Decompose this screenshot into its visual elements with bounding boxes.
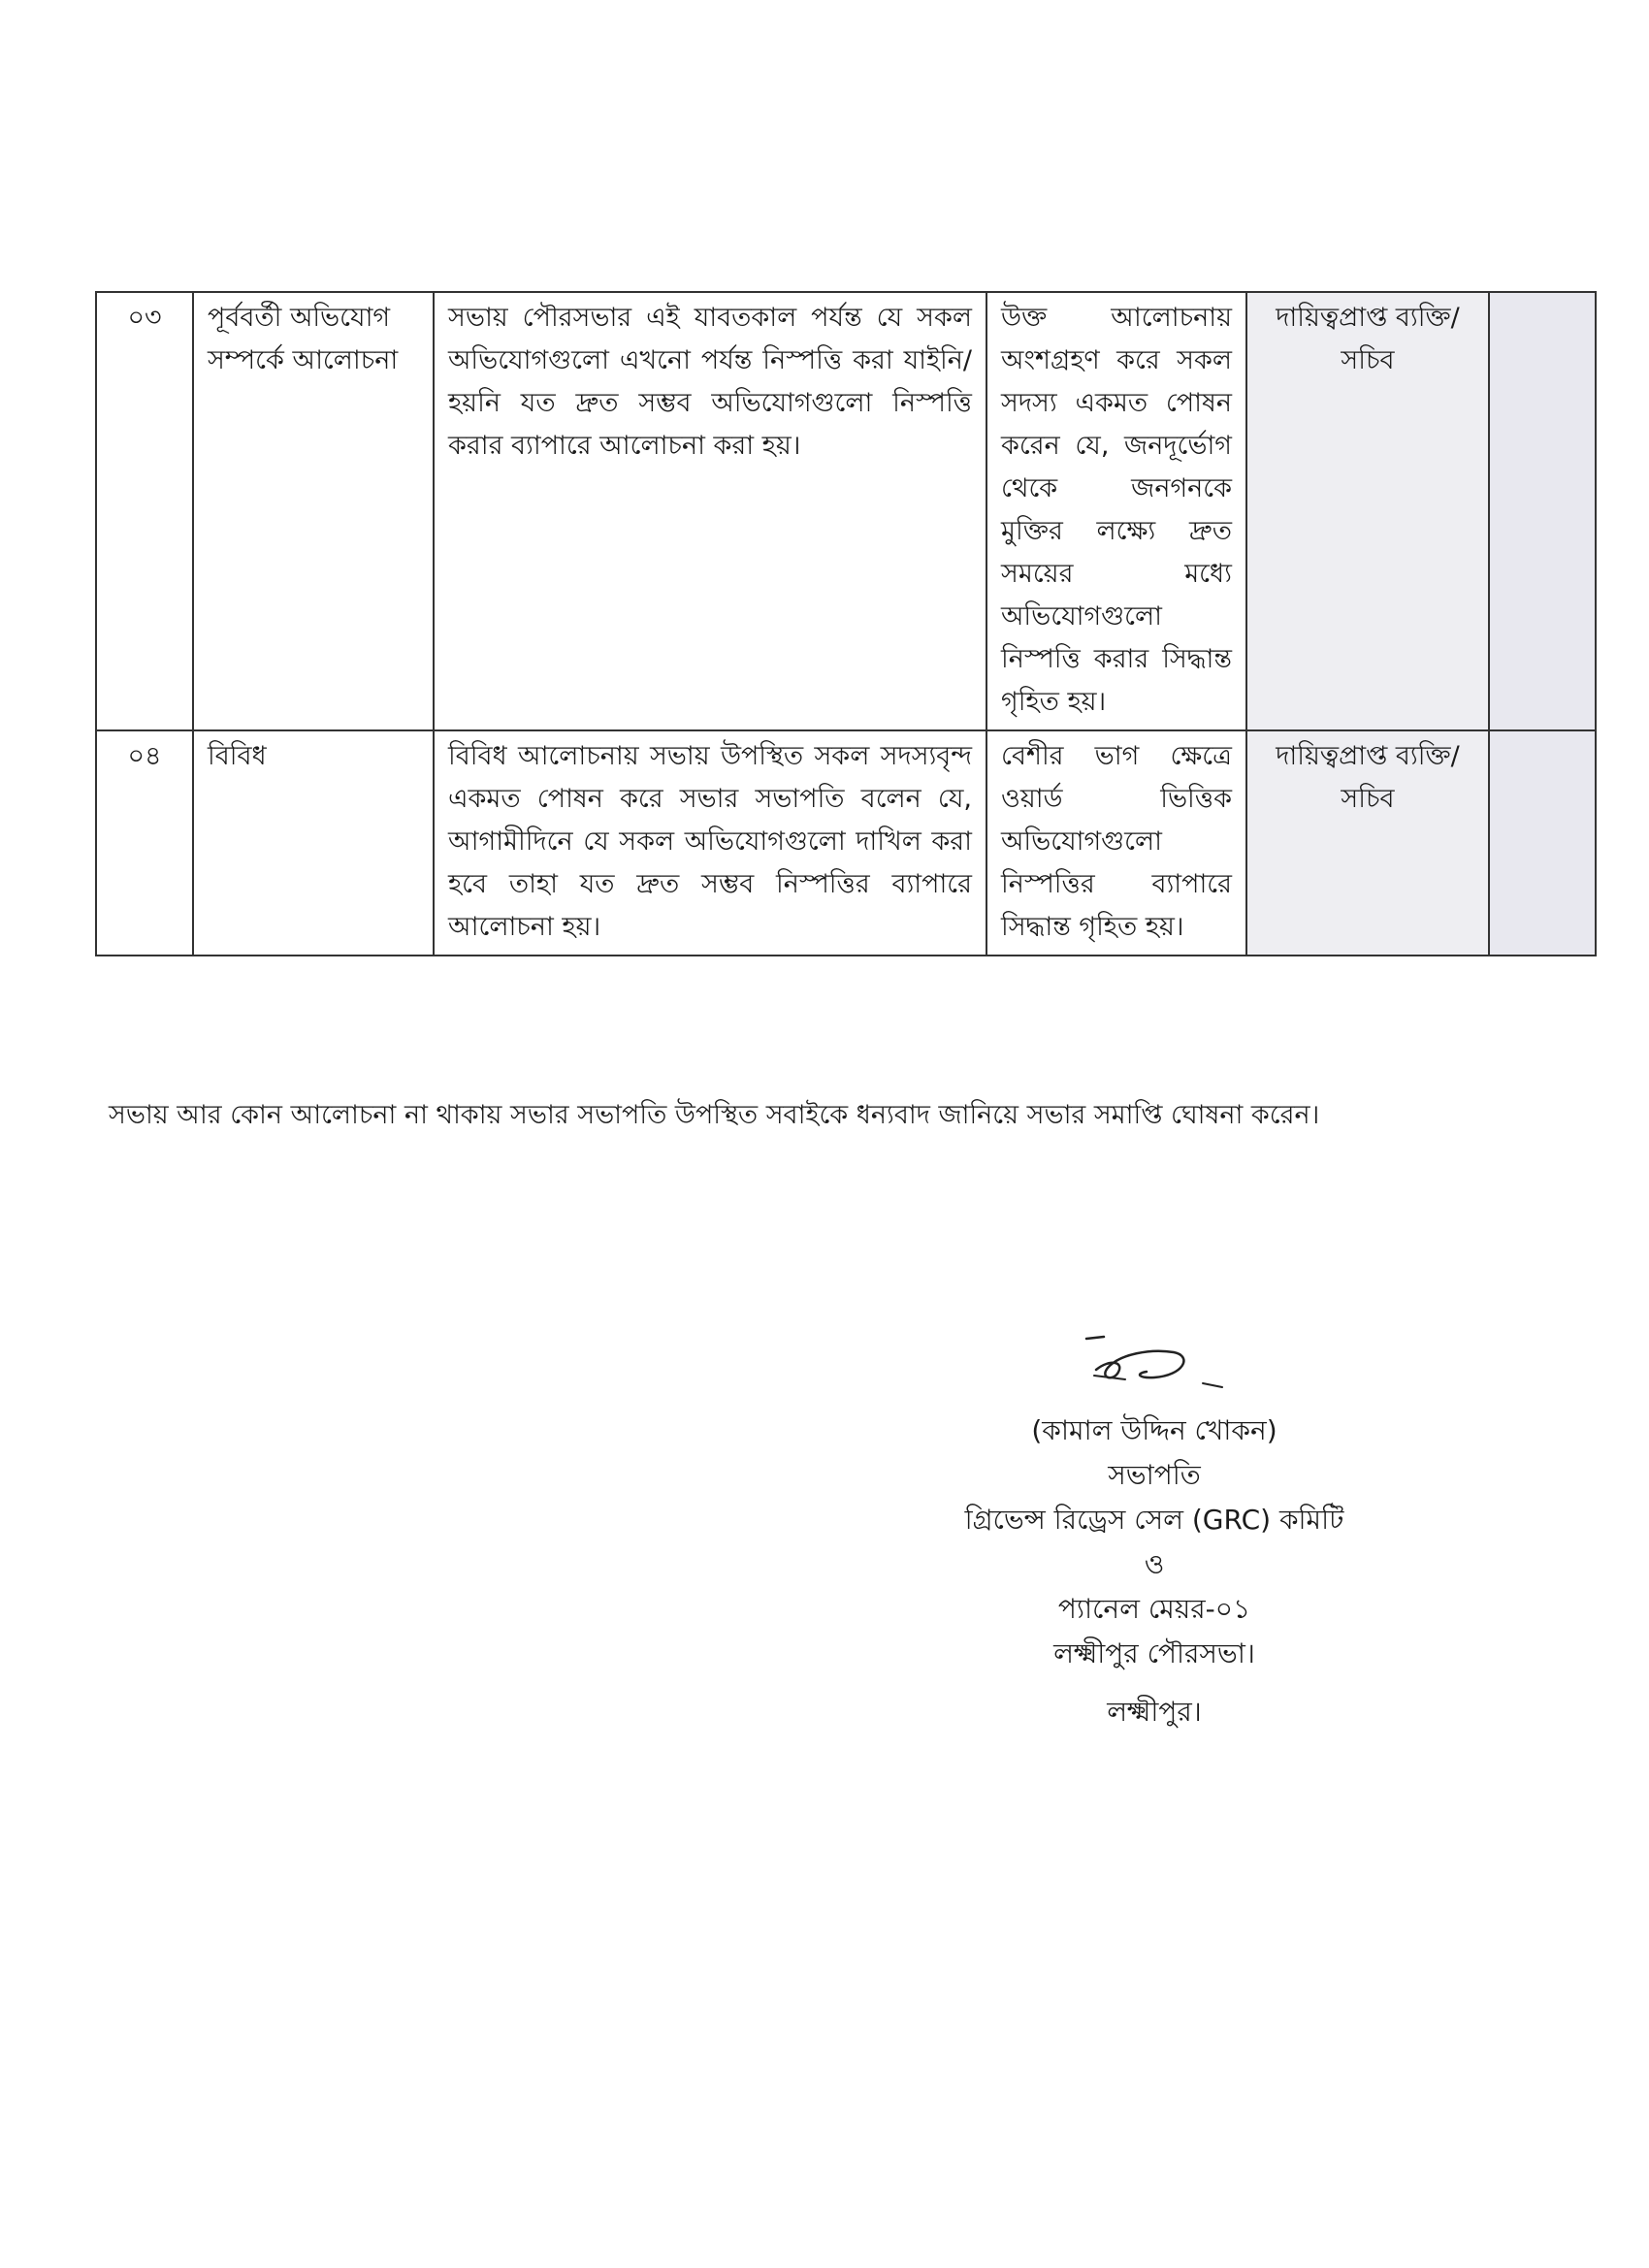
table-row: [96, 292, 1596, 730]
responsible-cell: দায়িত্বপ্রাপ্ত ব্যক্তি/ সচিব: [1246, 730, 1489, 956]
serial-cell: ০৩: [96, 292, 193, 730]
conjunction-text: ও: [1144, 1548, 1165, 1580]
discussion-cell: সভায় পৌরসভার এই যাবতকাল পর্যন্ত যে সকল অভিযোগগুলো এখনো পর্যন্ত নিস্পত্তি করা যাইনি/হয়নি যত দ্রুত সম্ভব অভিযোগগুলো নিস্পত্তি করার ব্যাপারে আলোচনা করা হয়।: [434, 292, 986, 730]
responsible-cell: দায়িত্বপ্রাপ্ত ব্যক্তি/ সচিব: [1246, 292, 1489, 730]
topic-cell: পূর্ববর্তী অভিযোগ সম্পর্কে আলোচনা: [193, 292, 434, 730]
remarks-cell: [1489, 292, 1596, 730]
discussion-cell: বিবিধ আলোচনায় সভায় উপস্থিত সকল সদস্যবৃন্দ একমত পোষন করে সভার সভাপতি বলেন যে, আগামীদিনে যে সকল অভিযোগগুলো দাখিল করা হবে তাহা যত দ্রুত সম্ভব নিস্পত্তির ব্যাপারে আলোচনা হয়।: [434, 730, 986, 956]
place-name: লক্ষ্মীপুর।: [1107, 1696, 1202, 1728]
decision-cell: উক্ত আলোচনায় অংশগ্রহণ করে সকল সদস্য একমত পোষন করেন যে, জনদূর্ভোগ থেকে জনগনকে মুক্তির লক্ষ্যে দ্রুত সময়ের মধ্যে অভিযোগগুলো নিস্পত্তি করার সিদ্ধান্ত গৃহিত হয়।: [986, 292, 1246, 730]
handwritten-signature-icon: [1057, 1319, 1251, 1397]
signatory-role: সভাপতি: [1108, 1459, 1201, 1491]
table-row: [96, 730, 1596, 956]
topic-cell: বিবিধ: [193, 730, 434, 956]
signatory-name: (কামাল উদ্দিন খোকন): [1031, 1414, 1277, 1446]
committee-name: গ্রিভেন্স রিড্রেস সেল (GRC) কমিটি: [964, 1504, 1344, 1536]
minutes-table: [95, 291, 1597, 956]
decision-cell: বেশীর ভাগ ক্ষেত্রে ওয়ার্ড ভিত্তিক অভিযোগগুলো নিস্পত্তির ব্যাপারে সিদ্ধান্ত গৃহিত হয়।: [986, 730, 1246, 956]
remarks-cell: [1489, 730, 1596, 956]
office-name: লক্ষ্মীপুর পৌরসভা।: [1053, 1637, 1255, 1669]
closing-note: সভায় আর কোন আলোচনা না থাকায় সভার সভাপতি উপস্থিত সবাইকে ধন্যবাদ জানিয়ে সভার সমাপ্তি ঘোষনা করেন।: [109, 1100, 1320, 1130]
signatory-position: প্যানেল মেয়র-০১: [1057, 1593, 1251, 1625]
signature-block: [873, 1319, 1436, 1734]
serial-cell: ০৪: [96, 730, 193, 956]
